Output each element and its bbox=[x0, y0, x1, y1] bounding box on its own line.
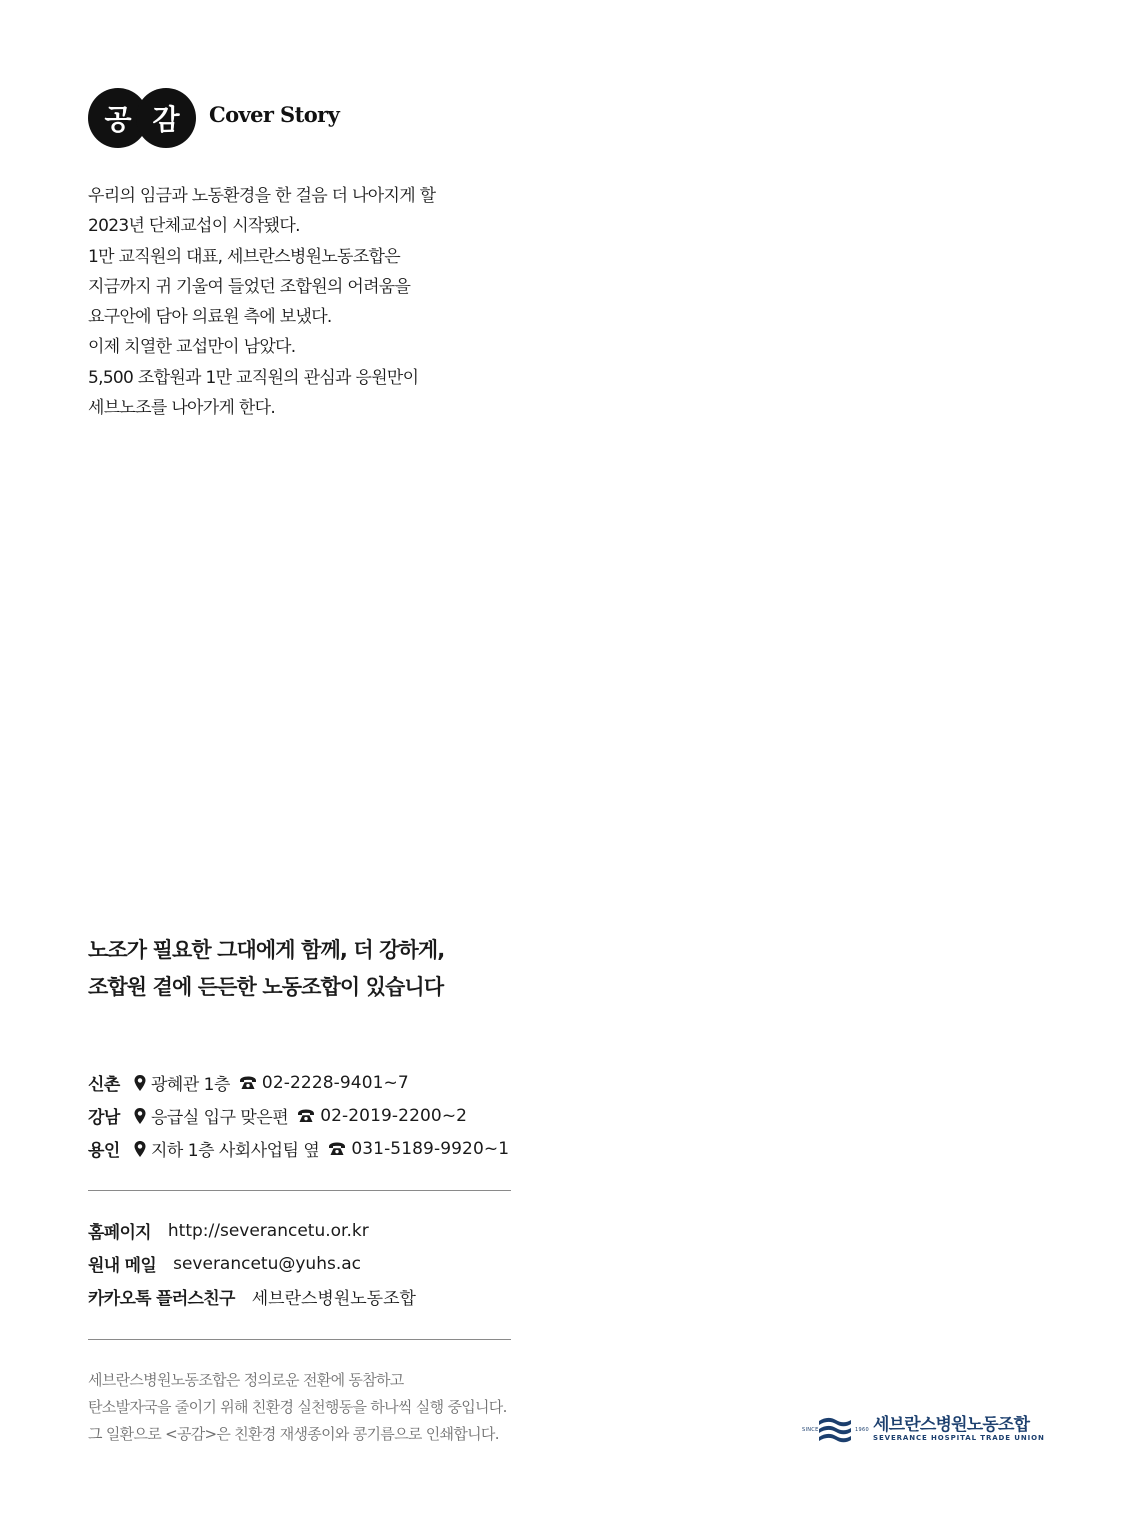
intro-line: 요구안에 담아 의료원 측에 보냈다. bbox=[88, 307, 332, 328]
intro-line: 이제 치열한 교섭만이 남았다. bbox=[88, 337, 296, 358]
location-pin-icon bbox=[132, 1107, 148, 1125]
branch-name: 강남 bbox=[88, 1108, 120, 1128]
intro-line: 1만 교직원의 대표, 세브란스병원노동조합은 bbox=[88, 246, 400, 267]
footer-line: 세브란스병원노동조합은 정의로운 전환에 동참하고 bbox=[88, 1371, 404, 1389]
footer-note bbox=[88, 1367, 507, 1448]
intro-paragraph bbox=[88, 181, 435, 423]
location-pin-icon bbox=[132, 1074, 148, 1092]
intro-line: 세브노조를 나아가게 한다. bbox=[88, 398, 276, 419]
logo-name-kr: 세브란스병원노동조합 bbox=[873, 1415, 1030, 1435]
branch-location: 응급실 입구 맞은편 bbox=[151, 1108, 289, 1128]
section-title: Cover Story bbox=[209, 102, 340, 127]
intro-line: 5,500 조합원과 1만 교직원의 관심과 응원만이 bbox=[88, 367, 419, 388]
kakao-label: 카카오톡 플러스친구 bbox=[88, 1289, 235, 1309]
footer-line: 그 일환으로 <공감>은 친환경 재생종이와 콩기름으로 인쇄합니다. bbox=[88, 1425, 499, 1443]
telephone-icon bbox=[239, 1075, 257, 1090]
logo-year: 1960 bbox=[855, 1427, 869, 1433]
branch-phone[interactable]: 02-2228-9401~7 bbox=[261, 1072, 409, 1093]
divider bbox=[88, 1190, 511, 1191]
union-logo bbox=[800, 1410, 1045, 1446]
branch-location: 광혜관 1층 bbox=[151, 1075, 230, 1095]
badge-circle-gam: 감 bbox=[136, 88, 196, 148]
mail-link[interactable]: severancetu@yuhs.ac bbox=[173, 1253, 362, 1274]
contact-homepage bbox=[88, 1214, 416, 1247]
union-flag-icon bbox=[818, 1414, 852, 1444]
branch-sinchon bbox=[88, 1066, 509, 1099]
logo-name-en: SEVERANCE HOSPITAL TRADE UNION bbox=[873, 1434, 1045, 1442]
location-pin-icon bbox=[132, 1140, 148, 1158]
branch-phone[interactable]: 031-5189-9920~1 bbox=[351, 1138, 510, 1159]
contact-mail bbox=[88, 1247, 416, 1280]
slogan-line-1: 노조가 필요한 그대에게 함께, 더 강하게, bbox=[88, 938, 445, 962]
contact-kakao bbox=[88, 1280, 416, 1313]
slogan-line-2: 조합원 곁에 든든한 노동조합이 있습니다 bbox=[88, 975, 444, 999]
branch-list bbox=[88, 1066, 509, 1165]
kakao-value[interactable]: 세브란스병원노동조합 bbox=[251, 1289, 416, 1309]
logo-since: SINCE bbox=[802, 1427, 819, 1433]
branch-phone[interactable]: 02-2019-2200~2 bbox=[320, 1105, 468, 1126]
branch-gangnam bbox=[88, 1099, 509, 1132]
intro-line: 지금까지 귀 기울여 들었던 조합원의 어려움을 bbox=[88, 276, 411, 297]
branch-yongin bbox=[88, 1132, 509, 1165]
divider bbox=[88, 1339, 511, 1340]
branch-name: 용인 bbox=[88, 1141, 120, 1161]
telephone-icon bbox=[297, 1108, 315, 1123]
intro-line: 우리의 임금과 노동환경을 한 걸음 더 나아지게 할 bbox=[88, 186, 436, 206]
contact-list bbox=[88, 1214, 416, 1313]
slogan bbox=[88, 932, 444, 1006]
intro-line: 2023년 단체교섭이 시작됐다. bbox=[88, 216, 300, 237]
homepage-label: 홈페이지 bbox=[88, 1223, 151, 1243]
badge-circle-gong: 공 bbox=[88, 88, 148, 148]
branch-name: 신촌 bbox=[88, 1075, 120, 1095]
mail-label: 원내 메일 bbox=[88, 1256, 157, 1276]
branch-location: 지하 1층 사회사업팀 옆 bbox=[151, 1141, 320, 1161]
footer-line: 탄소발자국을 줄이기 위해 친환경 실천행동을 하나씩 실행 중입니다. bbox=[88, 1398, 507, 1416]
telephone-icon bbox=[328, 1141, 346, 1156]
homepage-link[interactable]: http://severancetu.or.kr bbox=[167, 1220, 369, 1241]
